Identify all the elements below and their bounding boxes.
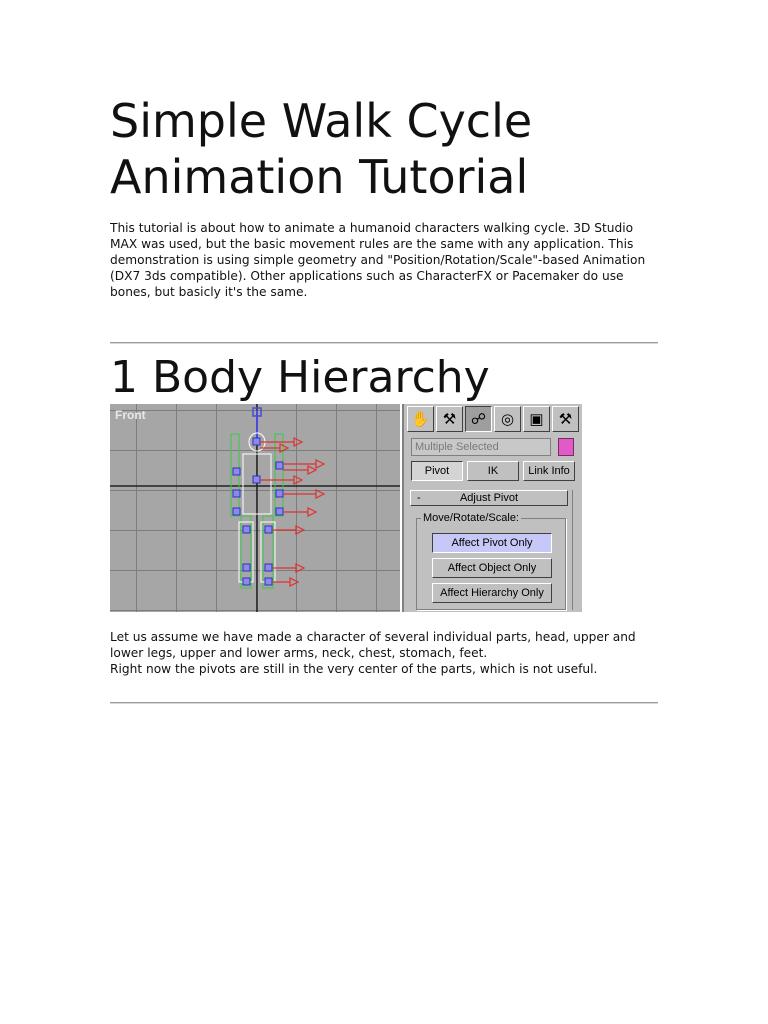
adjust-pivot-rollout[interactable] bbox=[410, 490, 568, 506]
caption-paragraph bbox=[110, 629, 660, 677]
ik-button[interactable]: IK bbox=[467, 461, 519, 481]
selection-name-field[interactable]: Multiple Selected bbox=[411, 438, 551, 456]
group-label: Move/Rotate/Scale: bbox=[423, 512, 519, 524]
modify-icon[interactable]: ⚒ bbox=[436, 406, 463, 432]
command-panel bbox=[402, 404, 582, 612]
display-icon[interactable]: ▣ bbox=[523, 406, 550, 432]
create-icon[interactable]: ✋ bbox=[407, 406, 434, 432]
collapse-icon[interactable]: - bbox=[417, 492, 421, 504]
hierarchy-icon[interactable]: ☍ bbox=[465, 406, 492, 432]
viewport-label: Front bbox=[115, 408, 146, 422]
move-rotate-scale-group bbox=[416, 512, 566, 610]
intro-paragraph: This tutorial is about how to animate a humanoid characters walking cycle. 3D Studio MAX was used, but the basic movement rules are the same with any application. This demonstration is using simple geometry and "Position/Rotation/Scale"-based Animation (DX7 3ds compatible). Other applications such as CharacterFX or Pacemaker do use bones, but basicly it's the same. bbox=[110, 221, 646, 299]
character-wireframe bbox=[110, 404, 400, 612]
section-heading: 1 Body Hierarchy bbox=[110, 352, 490, 403]
affect-object-only-button[interactable]: Affect Object Only bbox=[432, 558, 552, 578]
affect-hierarchy-only-button[interactable]: Affect Hierarchy Only bbox=[432, 583, 552, 603]
divider bbox=[110, 342, 658, 344]
divider bbox=[110, 702, 658, 704]
page-title: Simple Walk Cycle Animation Tutorial bbox=[110, 94, 533, 204]
front-viewport bbox=[110, 404, 400, 612]
caption-line-2: Right now the pivots are still in the very center of the parts, which is not useful. bbox=[110, 662, 598, 676]
motion-icon[interactable]: ◎ bbox=[494, 406, 521, 432]
pivot-button[interactable]: Pivot bbox=[411, 461, 463, 481]
color-swatch[interactable] bbox=[558, 438, 574, 456]
rollout-title: Adjust Pivot bbox=[459, 492, 519, 504]
panel-scrollbar[interactable] bbox=[572, 490, 581, 610]
caption-line-1: Let us assume we have made a character of several individual parts, head, upper and lower legs, upper and lower arms, neck, chest, stomach, feet. bbox=[110, 630, 636, 660]
max-screenshot-figure bbox=[110, 404, 580, 612]
affect-pivot-only-button[interactable]: Affect Pivot Only bbox=[432, 533, 552, 553]
utilities-icon[interactable]: ⚒ bbox=[552, 406, 579, 432]
link-info-button[interactable]: Link Info bbox=[523, 461, 575, 481]
